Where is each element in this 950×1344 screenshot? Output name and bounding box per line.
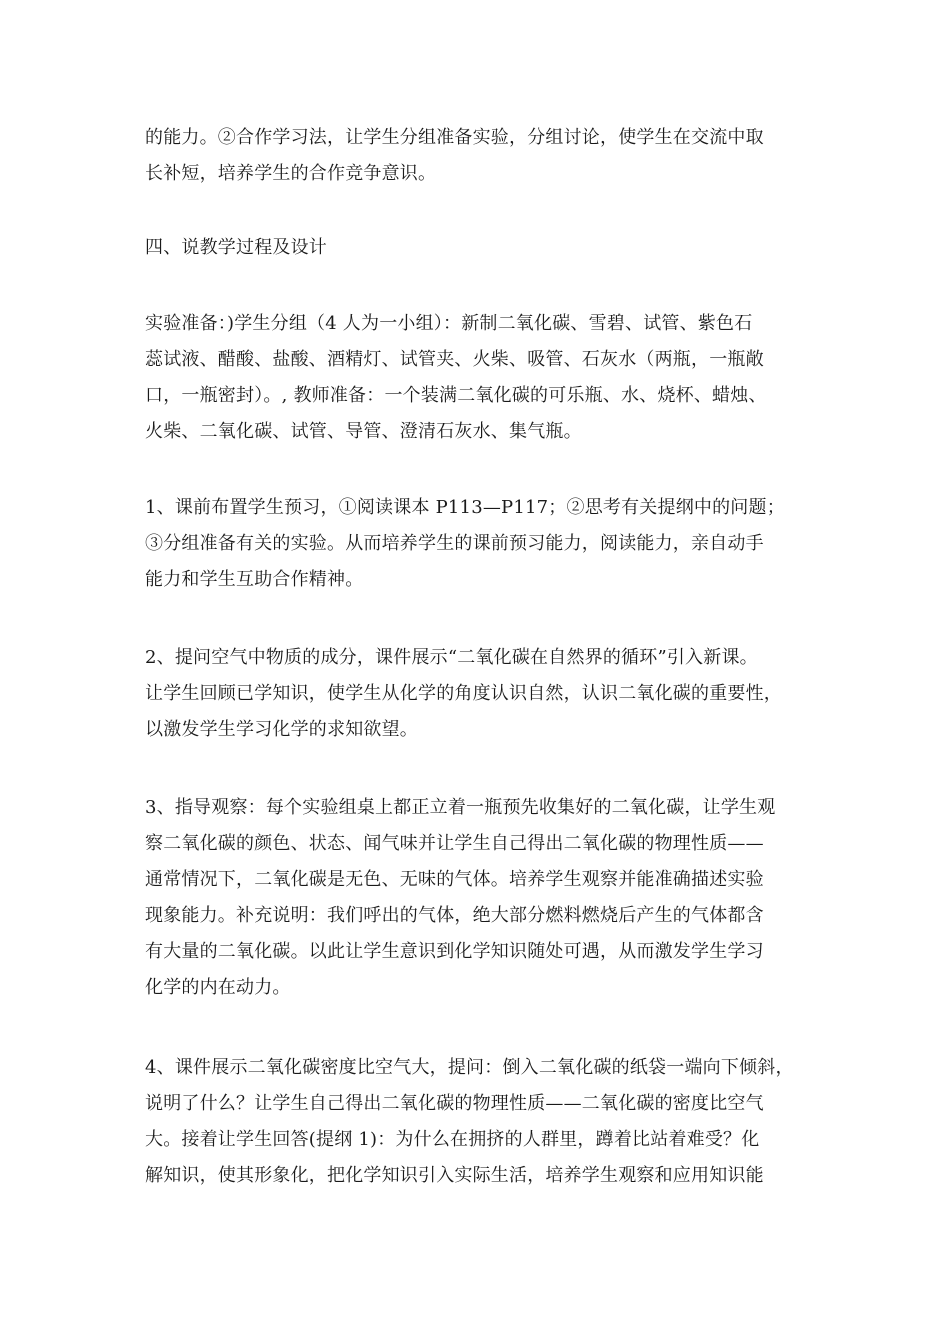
text-line: 3、指导观察：每个实验组桌上都正立着一瓶预先收集好的二氧化碳，让学生观 [145,797,776,818]
text-line: 现象能力。补充说明：我们呼出的气体，绝大部分燃料燃烧后产生的气体都含 [145,905,764,926]
text-line: 察二氧化碳的颜色、状态、闻气味并让学生自己得出二氧化碳的物理性质—— [145,833,764,854]
paragraph-step-1 [145,490,815,598]
text-line: 能力和学生互助合作精神。 [145,569,364,590]
paragraph-step-2 [145,640,815,748]
text-line: 化学的内在动力。 [145,977,291,998]
text-line: 以激发学生学习化学的求知欲望。 [145,719,418,740]
text-line: ③分组准备有关的实验。从而培养学生的课前预习能力，阅读能力，亲自动手 [145,533,764,554]
text-line: 火柴、二氧化碳、试管、导管、澄清石灰水、集气瓶。 [145,421,582,442]
text-line: 有大量的二氧化碳。以此让学生意识到化学知识随处可遇，从而激发学生学习 [145,941,764,962]
text-line: 1、课前布置学生预习，①阅读课本 P113—P117；②思考有关提纲中的问题； [145,497,785,518]
text-line: 大。接着让学生回答(提纲 1)：为什么在拥挤的人群里，蹲着比站着难受？化 [145,1129,760,1150]
text-line: 实验准备：)学生分组（4 人为一小组）：新制二氧化碳、雪碧、试管、紫色石 [145,313,753,334]
text-line: 说明了什么？让学生自己得出二氧化碳的物理性质——二氧化碳的密度比空气 [145,1093,764,1114]
section-heading [145,230,815,266]
text-line: 4、课件展示二氧化碳密度比空气大，提问：倒入二氧化碳的纸袋一端向下倾斜， [145,1057,794,1078]
text-line: 解知识，使其形象化，把化学知识引入实际生活，培养学生观察和应用知识能 [145,1165,764,1186]
text-line: 2、提问空气中物质的成分，课件展示“二氧化碳在自然界的循环”引入新课。 [145,647,758,668]
text-line: 蕊试液、醋酸、盐酸、酒精灯、试管夹、火柴、吸管、石灰水（两瓶，一瓶敞 [145,349,764,370]
text-line: 口，一瓶密封）。, 教师准备：一个装满二氧化碳的可乐瓶、水、烧杯、蜡烛、 [145,385,767,406]
paragraph-experiment-prep [145,306,815,450]
text-line: 的能力。②合作学习法，让学生分组准备实验，分组讨论，使学生在交流中取 [145,127,764,148]
text-line: 让学生回顾已学知识，使学生从化学的角度认识自然，认识二氧化碳的重要性， [145,683,782,704]
text-line: 长补短，培养学生的合作竞争意识。 [145,163,437,184]
paragraph-methods-continued [145,120,815,192]
text-line: 通常情况下，二氧化碳是无色、无味的气体。培养学生观察并能准确描述实验 [145,869,764,890]
paragraph-step-3 [145,790,815,1006]
paragraph-step-4 [145,1050,815,1194]
heading-text: 四、说教学过程及设计 [145,237,327,258]
